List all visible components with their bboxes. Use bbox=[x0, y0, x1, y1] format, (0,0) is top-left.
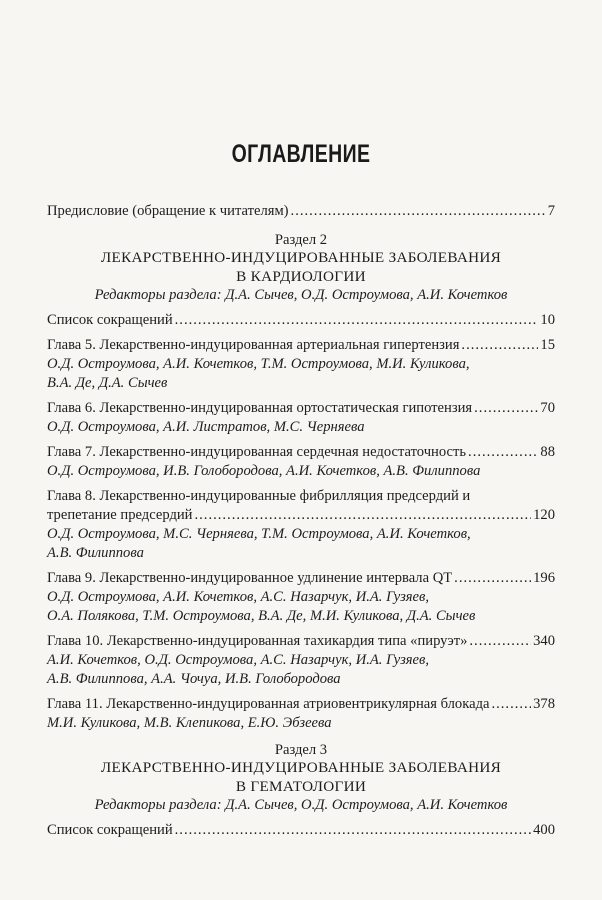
entry-title-line bbox=[47, 443, 555, 462]
entry-title: Глава 11. Лекарственно-индуцированная атриовентрикулярная блокада bbox=[47, 696, 490, 712]
toc-entry-preface[interactable] bbox=[47, 202, 555, 221]
entry-title: Предисловие (обращение к читателям) bbox=[47, 203, 289, 219]
entry-authors: О.Д. Остроумова, И.В. Голобородова, А.И. Кочетков, А.В. Филиппова bbox=[47, 463, 481, 479]
entry-title: Список сокращений bbox=[47, 312, 173, 328]
dot-leader bbox=[291, 202, 546, 221]
dot-leader bbox=[175, 821, 531, 840]
section-label: Раздел 2 bbox=[274, 232, 328, 248]
entry-title-line bbox=[47, 821, 555, 840]
dot-leader bbox=[468, 443, 538, 462]
entry-authors: М.И. Куликова, М.В. Клепикова, Е.Ю. Эбзеева bbox=[47, 715, 332, 731]
toc-entry[interactable] bbox=[47, 487, 555, 563]
entry-authors: О.А. Полякова, Т.М. Остроумова, В.А. Де, М.И. Куликова, Д.А. Сычев bbox=[47, 608, 476, 624]
entry-page: 196 bbox=[533, 570, 555, 586]
entry-authors: А.И. Кочетков, О.Д. Остроумова, А.С. Назарчук, И.А. Гузяев, bbox=[47, 652, 430, 668]
entry-page: 88 bbox=[540, 444, 555, 460]
entry-title: Глава 10. Лекарственно-индуцированная тахикардия типа «пируэт» bbox=[47, 633, 468, 649]
section-heading: ЛЕКАРСТВЕННО-ИНДУЦИРОВАННЫЕ ЗАБОЛЕВАНИЯ bbox=[100, 249, 502, 266]
section-editors: Редакторы раздела: Д.А. Сычев, О.Д. Остроумова, А.И. Кочетков bbox=[94, 797, 508, 813]
toc-entry[interactable] bbox=[47, 569, 555, 626]
entry-title-line bbox=[47, 506, 555, 525]
entry-page: 340 bbox=[533, 633, 555, 649]
entry-authors: А.В. Филиппова bbox=[47, 545, 144, 561]
entry-page: 120 bbox=[533, 507, 555, 523]
toc-entry[interactable] bbox=[47, 632, 555, 689]
entry-page: 70 bbox=[540, 400, 555, 416]
toc-entry[interactable] bbox=[47, 443, 555, 481]
section-heading: В КАРДИОЛОГИИ bbox=[236, 267, 366, 285]
entry-authors: О.Д. Остроумова, М.С. Черняева, Т.М. Остроумова, А.И. Кочетков, bbox=[47, 526, 471, 542]
toc-entry[interactable] bbox=[47, 399, 555, 437]
dot-leader bbox=[461, 336, 538, 355]
section-heading: В ГЕМАТОЛОГИИ bbox=[235, 777, 367, 795]
entry-title: Глава 6. Лекарственно-индуцированная ортостатическая гипотензия bbox=[47, 400, 473, 416]
section-editors: Редакторы раздела: Д.А. Сычев, О.Д. Остроумова, А.И. Кочетков bbox=[94, 287, 508, 303]
dot-leader bbox=[491, 695, 531, 714]
dot-leader bbox=[474, 399, 538, 418]
toc-entry[interactable] bbox=[47, 336, 555, 393]
entry-page: 400 bbox=[533, 822, 555, 838]
entry-authors: В.А. Де, Д.А. Сычев bbox=[47, 375, 168, 391]
entry-title-line bbox=[47, 569, 555, 588]
entry-title-line bbox=[47, 487, 555, 506]
toc-entry[interactable] bbox=[47, 311, 555, 330]
dot-leader bbox=[175, 311, 539, 330]
entry-page: 378 bbox=[533, 696, 555, 712]
entry-title-line bbox=[47, 336, 555, 355]
section-header bbox=[47, 741, 555, 815]
entry-title: Глава 8. Лекарственно-индуцированные фибрилляция предсердий и bbox=[47, 488, 471, 504]
dot-leader bbox=[469, 632, 531, 651]
table-of-contents bbox=[47, 202, 555, 846]
dot-leader bbox=[195, 506, 532, 525]
toc-entry[interactable] bbox=[47, 821, 555, 840]
entry-page: 10 bbox=[540, 312, 555, 328]
section-header bbox=[47, 231, 555, 305]
entry-title: Глава 7. Лекарственно-индуцированная сердечная недостаточность bbox=[47, 444, 467, 460]
entry-title: Список сокращений bbox=[47, 822, 173, 838]
section-label: Раздел 3 bbox=[274, 742, 328, 758]
entry-title: трепетание предсердий bbox=[47, 507, 193, 523]
entry-authors: О.Д. Остроумова, А.И. Листратов, М.С. Черняева bbox=[47, 419, 365, 435]
entry-title-line bbox=[47, 399, 555, 418]
entry-authors: О.Д. Остроумова, А.И. Кочетков, А.С. Назарчук, И.А. Гузяев, bbox=[47, 589, 430, 605]
toc-entry[interactable] bbox=[47, 695, 555, 733]
entry-title: Глава 9. Лекарственно-индуцированное удлинение интервала QT bbox=[47, 570, 453, 586]
entry-page: 7 bbox=[547, 203, 555, 219]
entry-page: 15 bbox=[540, 337, 555, 353]
page-title: ОГЛАВЛЕНИЕ bbox=[231, 140, 371, 168]
section-heading: ЛЕКАРСТВЕННО-ИНДУЦИРОВАННЫЕ ЗАБОЛЕВАНИЯ bbox=[100, 759, 502, 776]
entry-title-line bbox=[47, 632, 555, 651]
dot-leader bbox=[454, 569, 531, 588]
entry-title-line bbox=[47, 311, 555, 330]
entry-title-line bbox=[47, 695, 555, 714]
entry-title: Глава 5. Лекарственно-индуцированная артериальная гипертензия bbox=[47, 337, 460, 353]
entry-authors: А.В. Филиппова, А.А. Чочуа, И.В. Голобородова bbox=[47, 671, 341, 687]
entry-authors: О.Д. Остроумова, А.И. Кочетков, Т.М. Остроумова, М.И. Куликова, bbox=[47, 356, 470, 372]
